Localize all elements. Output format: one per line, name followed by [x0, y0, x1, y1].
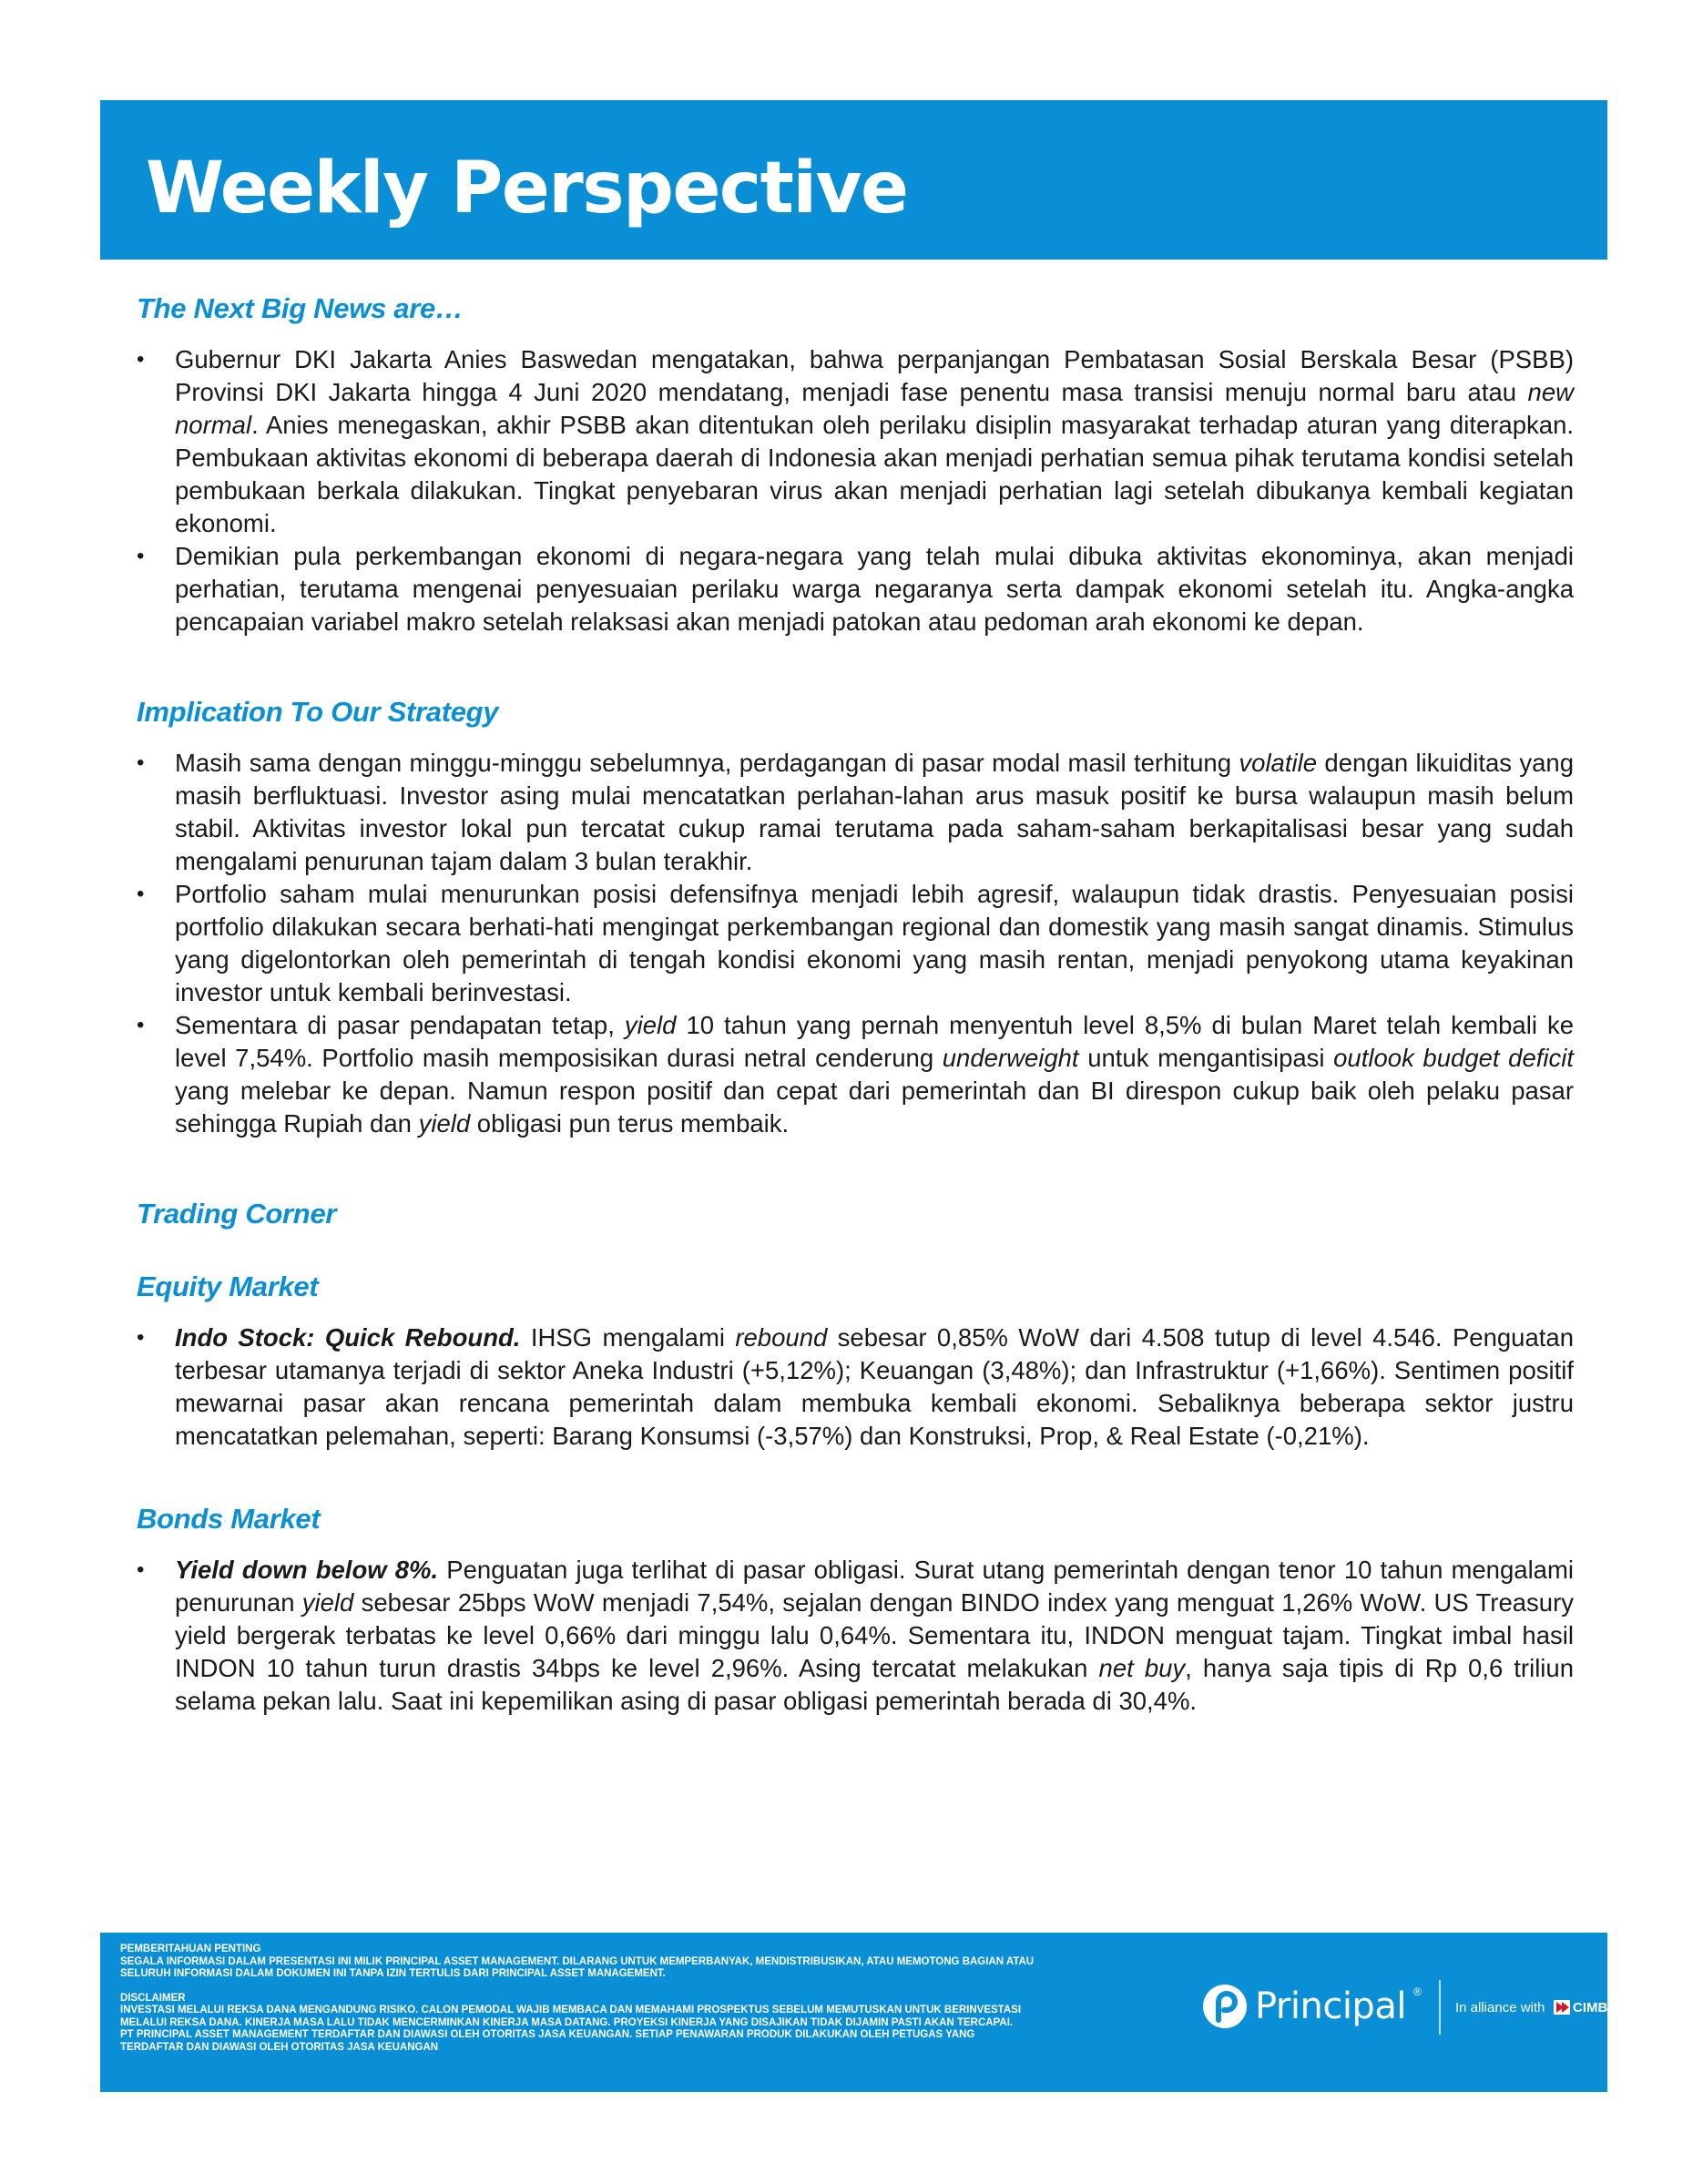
section-title-bonds-market: Bonds Market — [137, 1502, 321, 1535]
footer-banner — [100, 1933, 1607, 2092]
brand-divider — [1439, 1980, 1441, 2035]
list-item: • Masih sama dengan minggu-minggu sebelumnya, perdagangan di pasar modal masil terhitung volatile dengan likuiditas yang masih berfluktuasi. Investor asing mulai mencatatkan perlahan-lahan arus masuk positif ke bursa walaupun masih belum stabil. Aktivitas investor lokal pun tercatat cukup ramai terutama pada saham-saham berkapitalisasi besar yang sudah mengalami penurunan tajam dalam 3 bulan terakhir. — [137, 747, 1574, 878]
brand-name: Principal — [1255, 1985, 1406, 2027]
bullet-list — [137, 343, 1574, 638]
principal-logo-icon — [1202, 1984, 1248, 2029]
disclaimer-line: TERDAFTAR DAN DIAWASI OLEH OTORITAS JASA KEUANGAN — [120, 2041, 439, 2053]
list-item: • Indo Stock: Quick Rebound. IHSG mengalami rebound sebesar 0,85% WoW dari 4.508 tutup di level 4.546. Penguatan terbesar utamanya terjadi di sektor Aneka Industri (+5,12%); Keuangan (3,48%); dan Infrastruktur (+1,66%). Sentimen positif mewarnai pasar akan rencana pemerintah dalam membuka kembali ekonomi. Sebaliknya beberapa sektor justru mencatatkan pelemahan, seperti: Barang Konsumsi (-3,57%) dan Konstruksi, Prop, & Real Estate (-0,21%). — [137, 1322, 1574, 1453]
bullet-list — [137, 1554, 1574, 1718]
list-item: • Portfolio saham mulai menurunkan posisi defensifnya menjadi lebih agresif, walaupun tidak drastis. Penyesuaian posisi portfolio dilakukan secara berhati-hati mengingat perkembangan regional dan domestik yang masih sangat dinamis. Stimulus yang digelontorkan oleh pemerintah di tengah kondisi ekonomi yang masih rentan, menjadi penyokong utama keyakinan investor untuk kembali berinvestasi. — [137, 878, 1574, 1009]
bullet-list — [137, 1322, 1574, 1453]
list-item: • Gubernur DKI Jakarta Anies Baswedan mengatakan, bahwa perpanjangan Pembatasan Sosial Berskala Besar (PSBB) Provinsi DKI Jakarta hingga 4 Juni 2020 mendatang, menjadi fase penentu masa transisi menuju normal baru atau new normal. Anies menegaskan, akhir PSBB akan ditentukan oleh perilaku disiplin masyarakat terhadap aturan yang diterapkan. Pembukaan aktivitas ekonomi di beberapa daerah di Indonesia akan menjadi perhatian semua pihak terutama kondisi setelah pembukaan berkala dilakukan. Tingkat penyebaran virus akan menjadi perhatian lagi setelah dibukanya kembali kegiatan ekonomi. — [137, 343, 1574, 540]
list-item: • Yield down below 8%. Penguatan juga terlihat di pasar obligasi. Surat utang pemerintah dengan tenor 10 tahun mengalami penurunan yield sebesar 25bps WoW menjadi 7,54%, sejalan dengan BINDO index yang menguat 1,26% WoW. US Treasury yield bergerak terbatas ke level 0,66% dari minggu lalu 0,64%. Sementara itu, INDON menguat tajam. Tingkat imbal hasil INDON 10 tahun turun drastis 34bps ke level 2,96%. Asing tercatat melakukan net buy, hanya saja tipis di Rp 0,6 triliun selama pekan lalu. Saat ini kepemilikan asing di pasar obligasi pemerintah berada di 30,4%. — [137, 1554, 1574, 1718]
section-title-trading-corner: Trading Corner — [137, 1198, 337, 1230]
partner-name: CIMB — [1573, 2000, 1608, 2016]
section-title-next-big-news: The Next Big News are… — [137, 292, 464, 324]
brand-logo — [1202, 1976, 1608, 2040]
disclaimer-title: DISCLAIMER — [120, 1992, 186, 2004]
notice-title: PEMBERITAHUAN PENTING — [120, 1944, 261, 1954]
footer-notice — [120, 1944, 1213, 2054]
disclaimer-line: INVESTASI MELALUI REKSA DANA MENGANDUNG RISIKO. CALON PEMODAL WAJIB MEMBACA DAN MEMAHAMI PROSPEKTUS SEBELUM MEMUTUSKAN UNTUK BERINVESTASI — [120, 2005, 1022, 2016]
section-title-equity-market: Equity Market — [137, 1270, 319, 1302]
section-title-implication: Implication To Our Strategy — [137, 696, 499, 729]
cimb-logo-icon — [1554, 2000, 1570, 2015]
bullet-list — [137, 747, 1574, 1140]
header-banner — [100, 100, 1607, 260]
main-content — [137, 291, 1574, 1718]
alliance-text: In alliance with — [1455, 2000, 1545, 2016]
disclaimer-line: MELALUI REKSA DANA. KINERJA MASA LALU TIDAK MENCERMINKAN KINERJA MASA DATANG. PROYEKSI KINERJA YANG DISAJIKAN TIDAK DIJAMIN PASTI AKAN TERCAPAI. — [120, 2016, 1014, 2028]
list-item: • Sementara di pasar pendapatan tetap, yield 10 tahun yang pernah menyentuh level 8,5% di bulan Maret telah kembali ke level 7,54%. Portfolio masih memposisikan durasi netral cenderung underweight untuk mengantisipasi outlook budget deficit yang melebar ke depan. Namun respon positif dan cepat dari pemerintah dan BI direspon cukup baik oleh pelaku pasar sehingga Rupiah dan yield obligasi pun terus membaik. — [137, 1009, 1574, 1140]
page-title: Weekly Perspective — [146, 148, 908, 230]
disclaimer-line: PT PRINCIPAL ASSET MANAGEMENT TERDAFTAR DAN DIAWASI OLEH OTORITAS JASA KEUANGAN. SETIAP PENAWARAN PRODUK DILAKUKAN OLEH PETUGAS YANG — [120, 2029, 975, 2040]
notice-line: SEGALA INFORMASI DALAM PRESENTASI INI MILIK PRINCIPAL ASSET MANAGEMENT. DILARANG UNTUK MEMPERBANYAK, MENDISTRIBUSIKAN, ATAU MEMOTONG BAGIAN ATAU — [120, 1955, 1035, 1967]
list-item: • Demikian pula perkembangan ekonomi di negara-negara yang telah mulai dibuka aktivitas ekonominya, akan menjadi perhatian, terutama mengenai penyesuaian perilaku warga negaranya serta dampak ekonomi setelah itu. Angka-angka pencapaian variabel makro setelah relaksasi akan menjadi patokan atau pedoman arah ekonomi ke depan. — [137, 540, 1574, 638]
notice-line: SELURUH INFORMASI DALAM DOKUMEN INI TANPA IZIN TERTULIS DARI PRINCIPAL ASSET MANAGEMENT. — [120, 1968, 666, 1979]
registered-mark: ® — [1413, 1985, 1422, 1998]
